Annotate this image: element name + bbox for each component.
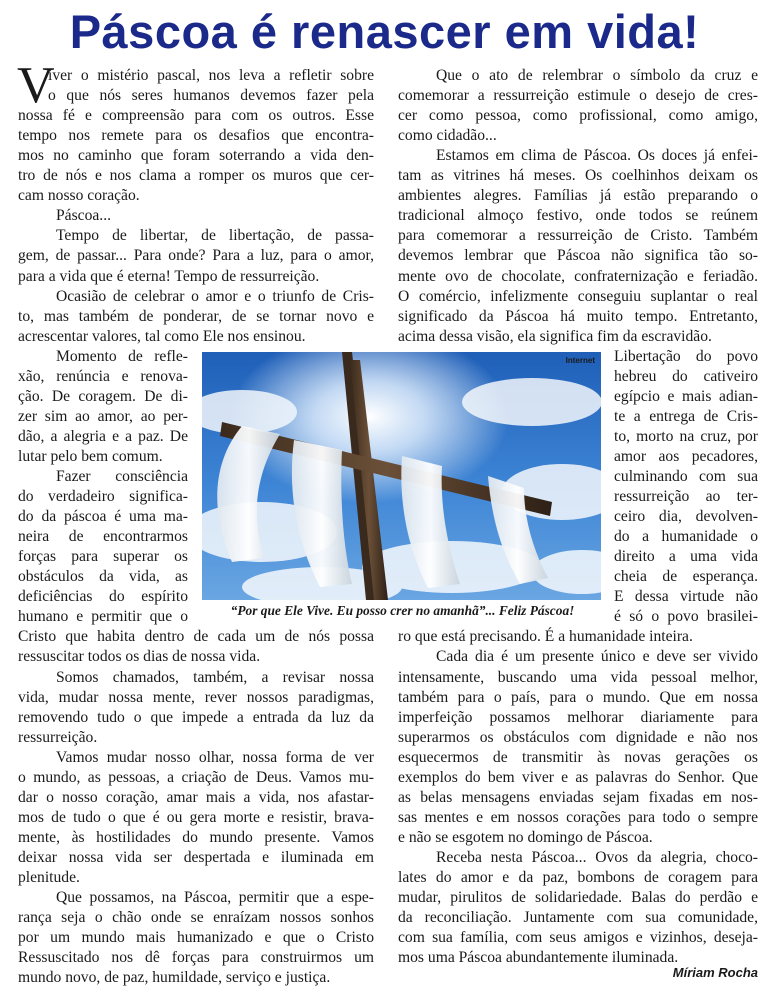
text-line: te a entrega de Cris-	[614, 407, 758, 425]
text-line: mos no caminho que foram soterrando a vida den-	[18, 147, 374, 165]
text-line: Tempo de libertar, de libertação, de passa-	[56, 227, 374, 245]
text-line: do verdadeiro significa-	[18, 488, 188, 506]
text-line: egípcio e mais adian-	[614, 387, 758, 405]
text-line: imperfeição possamos melhorar diariamente para	[398, 708, 758, 726]
text-line: por um mundo mais humanizado e que o Cristo	[18, 929, 374, 947]
text-line: plenitude.	[18, 869, 80, 886]
text-line: cheia de esperança.	[614, 568, 758, 586]
text-line: da reconciliação. Juntamente com sua comunidade,	[398, 909, 758, 927]
text-line: ressuscitar todos os dias de nossa vida.	[18, 648, 261, 666]
text-line: como cidadão...	[398, 127, 497, 145]
text-line: esquecermos de transmitir às novas gerações os	[398, 748, 758, 766]
photo-caption: “Por que Ele Vive. Eu posso crer no amanhã”... Feliz Páscoa!	[230, 603, 575, 618]
text-line: deixar nossa vida ser despertada e iluminada em	[18, 848, 374, 866]
text-line: intensamente, buscando uma vida pessoal melhor,	[398, 668, 758, 686]
text-line: exemplos do bem viver e as palavras do Senhor. Que	[398, 768, 758, 786]
text-line: mudar, pirulitos de solidariedade. Balas do perdão e	[398, 889, 758, 907]
photo-credit: Internet	[565, 356, 595, 365]
text-line: dar o nosso coração, amar mais a vida, nos afastar-	[18, 788, 374, 806]
text-line: removendo tudo o que impede a entrada da luz da	[18, 708, 374, 726]
text-line: para comemorar a ressurreição de Cristo. Também	[398, 227, 758, 245]
text-line: do a humanidade o	[614, 528, 758, 546]
text-line: tempo nos remete para os desafios que encontra-	[18, 127, 374, 145]
text-line: é só o povo brasilei-	[614, 608, 758, 626]
cross-with-cloth-image	[202, 352, 601, 600]
text-line: tro de nós e nos clama a romper os muros que cer-	[18, 167, 374, 185]
text-line: O comércio, infelizmente conseguiu suplantar o real	[398, 287, 758, 305]
text-line: to, mas também de ponderar, de se tornar novo e	[18, 307, 374, 325]
text-line: Cada dia é um presente único e deve ser vivido	[436, 648, 758, 666]
text-line: ressurreição.	[18, 728, 98, 746]
text-line: do da páscoa é uma ma-	[18, 508, 188, 526]
text-line: acrescentar valores, tal como Ele nos ensinou.	[18, 327, 306, 345]
text-line: significado da Páscoa há muito tempo. Entretanto,	[398, 307, 758, 325]
text-line: e não se esgotem no domingo de Páscoa.	[398, 828, 653, 846]
text-line: cer como pessoa, como profissional, como amigo,	[398, 107, 758, 125]
text-line: to, morto na cruz, por	[614, 427, 758, 445]
text-line: acima dessa visão, ela significa fim da escravidão.	[398, 327, 712, 345]
text-line: tam as vitrines há meses. Os coelhinhos deixam os	[398, 167, 758, 185]
text-line: Estamos em clima de Páscoa. Os doces já enfei-	[436, 147, 758, 165]
text-line: Vamos mudar nosso olhar, nossa forma de ver	[56, 748, 374, 766]
text-line: Que o ato de relembrar o símbolo da cruz e	[436, 67, 758, 84]
text-line: Momento de refle-	[56, 347, 188, 365]
text-line: amor aos pecadores,	[614, 447, 758, 465]
text-line: Fazer consciência	[56, 468, 188, 485]
text-line: ção. De coragem. De di-	[18, 387, 188, 405]
text-line: as belas mensagens enviadas sejam fixadas em nos-	[398, 788, 758, 806]
text-line: cam nosso coração.	[18, 187, 140, 205]
text-line: Cristo que habita dentro de cada um de nós possa	[18, 628, 374, 646]
text-line: lutar pelo bem comum.	[18, 447, 163, 465]
text-line: para a vida que é eterna! Tempo de ressurreição.	[18, 267, 320, 285]
text-line: gem, de passar... Para onde? Para a luz, para o amor,	[18, 247, 374, 265]
text-line: hebreu do cativeiro	[614, 367, 758, 385]
text-line: também para o país, para o mundo. Que em nossa	[398, 688, 758, 706]
text-line: lates do amor e da paz, bombons de coragem para	[398, 869, 758, 886]
text-line: Páscoa...	[56, 207, 111, 225]
text-line: mente ovo de chocolate, confraternização e feriadão.	[398, 267, 758, 285]
text-line: o mundo, as pessoas, a criação de Deus. Vamos mu-	[18, 768, 374, 786]
text-line: xão, renúncia e renova-	[18, 367, 188, 385]
text-line: o que nós seres humanos devemos fazer pela	[48, 87, 374, 105]
text-line: sas mentes e em nossos corações para todo o sempre	[398, 808, 758, 826]
text-line: tradicional almoço festivo, onde todos se reúnem	[398, 207, 758, 225]
text-line: zer sim ao amor, ao per-	[18, 407, 188, 425]
text-line: iver o mistério pascal, nos leva a refletir sobre	[48, 67, 374, 84]
drop-cap: V	[17, 57, 55, 114]
text-line: direito a uma vida	[614, 548, 758, 566]
text-line: Somos chamados, também, a revisar nossa	[56, 668, 374, 686]
text-line: mente, às hostilidades do mundo presente. Vamos	[18, 828, 374, 846]
headline: Páscoa é renascer em vida!	[69, 5, 700, 58]
text-line: ceiro dia, devolven-	[614, 508, 758, 526]
text-line: com sua família, com seus amigos e vizinhos, deseja-	[398, 929, 758, 947]
text-line: neira de encontrarmos	[18, 528, 188, 546]
text-line: mos de tudo o que é ou gera morte e resistir, brava-	[18, 808, 374, 826]
text-line: Que possamos, na Páscoa, permitir que a espe-	[56, 889, 374, 907]
text-line: rança seja o chão onde se enraízam nossos sonhos	[18, 909, 374, 927]
author-signature: Míriam Rocha	[672, 965, 758, 980]
text-line: Ocasião de celebrar o amor e o triunfo de Cris-	[56, 287, 374, 305]
text-line: Receba nesta Páscoa... Ovos da alegria, choco-	[436, 848, 758, 866]
text-line: devemos lembrar que Páscoa não significa tão so-	[398, 247, 758, 265]
text-line: ambientes alegres. Famílias já estão preparando o	[398, 187, 758, 205]
text-line: mundo novo, de paz, humildade, serviço e justiça.	[18, 969, 331, 987]
text-line: dão, a alegria e a paz. De	[18, 427, 188, 445]
text-line: superarmos os obstáculos com dignidade e não nos	[398, 728, 758, 746]
text-line: forças para superar os	[18, 548, 188, 566]
text-line: ressurreição ao ter-	[614, 488, 758, 506]
text-line: culminando com sua	[614, 468, 758, 485]
text-line: Ressuscitado nos dê forças para construirmos um	[18, 949, 374, 967]
text-line: mos uma Páscoa abundantemente iluminada.	[398, 949, 679, 967]
text-line: E dessa virtude não	[614, 588, 758, 606]
cross-photo	[202, 352, 601, 600]
text-line: Libertação do povo	[614, 347, 758, 365]
text-line: vida, mudar nossa mente, rever nossos paradigmas,	[18, 688, 374, 706]
text-line: humano e permitir que o	[18, 608, 188, 626]
text-line: nossa fé e compreensão para com os outros. Esse	[18, 107, 374, 125]
text-line: comemorar a ressurreição estimule o desejo de cres-	[398, 87, 758, 105]
text-line: obstáculos da vida, as	[18, 568, 188, 586]
text-line: ro que está precisando. É a humanidade inteira.	[398, 628, 693, 646]
text-line: deficiências do espírito	[18, 588, 188, 606]
